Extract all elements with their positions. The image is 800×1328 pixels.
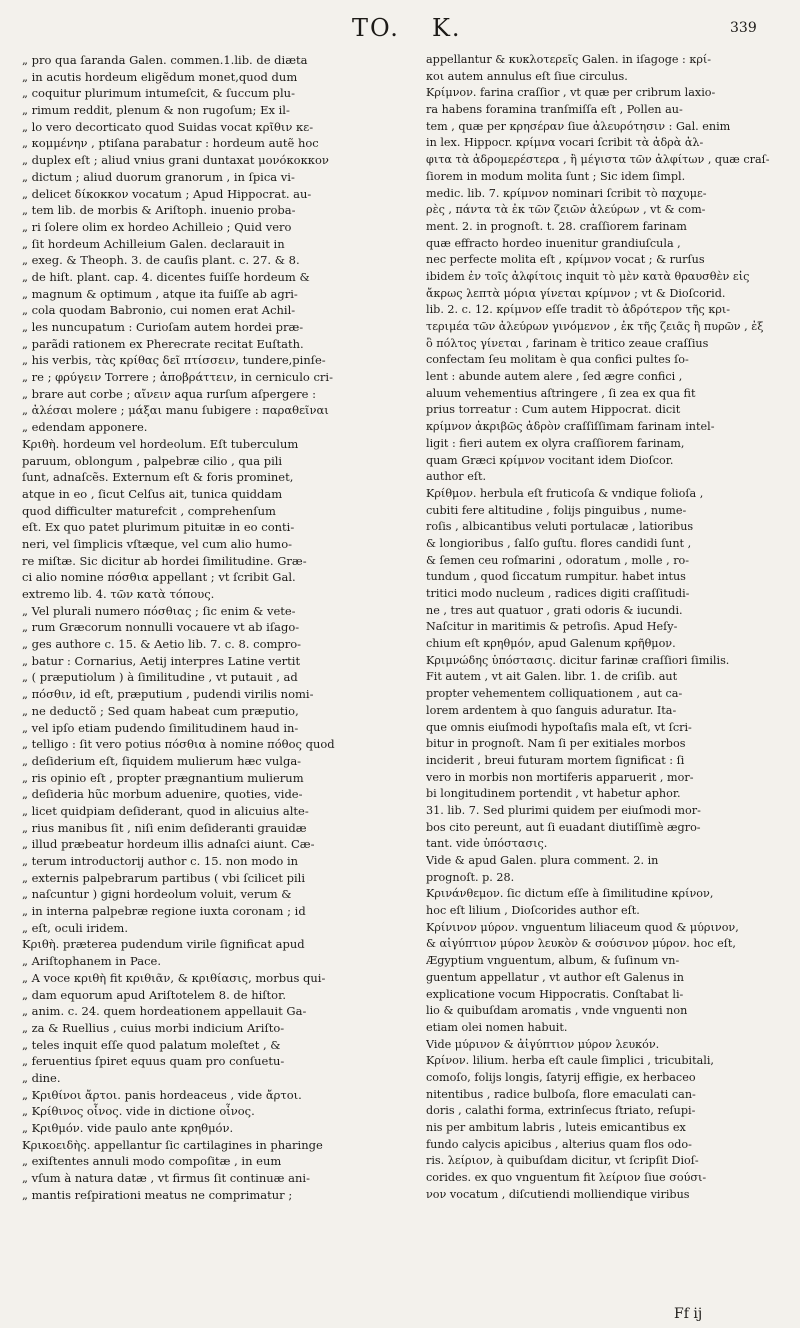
text-line: „ exiſtentes annuli modo compoſitæ , in eum <box>22 1154 282 1169</box>
text-line: ci alio nomine πόσθια appellant ; vt ſcribit Gal. <box>22 570 296 585</box>
text-line: bos cito pereunt, aut ſi euadant diutiſſimè ægro- <box>426 820 701 834</box>
text-line: inciderit , breui futuram mortem ſignificat : ſi <box>426 753 685 767</box>
text-line: quod difficulter maturefcit , comprehenſum <box>22 503 276 518</box>
text-line: tem , quæ per κρησέραν ſiue ἀλευρότησιν : Gal. enim <box>426 119 731 133</box>
text-line: appellantur & κυκλοτερεῖς Galen. in iſagoge : κρί- <box>426 53 712 66</box>
text-line: „ his verbis, τὰς κρίθας δεῖ πτίσσειν, tundere,pinſe- <box>22 353 326 368</box>
text-line: 31. lib. 7. Sed plurimi quidem per eiuſmodi mor- <box>426 803 701 817</box>
text-line: Vide & apud Galen. plura comment. 2. in <box>426 854 659 867</box>
text-line: fundo calycis apicibus , alterius quam flos odo- <box>426 1137 692 1151</box>
text-line: Κρίνον. lilium. herba eſt caule ſimplici , tricubitali, <box>426 1054 714 1068</box>
text-line: „ feruentius ſpiret equus quam pro conſuetu- <box>22 1054 285 1069</box>
text-line: ρὲς , πάντα τὰ ἐκ τῶν ζειῶν ἀλεύρων , vt & com- <box>426 203 706 217</box>
text-line: Ægyptium vnguentum, album, & ſuſinum vn- <box>426 954 680 968</box>
text-line: vero in morbis non mortiferis apparuerit , mor- <box>426 770 694 784</box>
text-line: „ coquitur plurimum intumeſcit, & ſuccum plu- <box>22 86 295 101</box>
text-line: „ dine. <box>22 1070 61 1085</box>
text-line: ris. λείριον, à quibuſdam dicitur, vt ſcripſit Dioſ- <box>426 1154 699 1168</box>
text-line: ne , tres aut quatuor , grati odoris & iucundi. <box>426 603 683 617</box>
text-line: „ ri ſolere olim ex hordeo Achilleio ; Quid vero <box>22 219 292 234</box>
text-line: „ naſcuntur ) gigni hordeolum voluit, verum & <box>22 887 292 902</box>
text-line: „ ſit hordeum Achilleium Galen. declarauit in <box>22 236 285 251</box>
text-line: ra habens foramina tranſmiſſa eſt , Pollen au- <box>426 103 683 117</box>
text-line: „ Κριθμόν. vide paulo ante κρηθμόν. <box>22 1121 234 1135</box>
text-line: Fit autem , vt ait Galen. libr. 1. de criſib. aut <box>426 670 678 684</box>
text-line: „ cola quodam Babronio, cui nomen erat Achil- <box>22 303 296 318</box>
text-line: „ rum Græcorum nonnulli vocauere vt ab iſago- <box>22 620 300 635</box>
left-column <box>22 52 410 1307</box>
text-line: τεριμέα τῶν ἀλεύρων γινόμενον , ἐκ τῆς ζειᾶς ἢ πυρῶν , ἐξ <box>426 320 764 333</box>
text-line: paruum, oblongum , palpebræ cilio , qua pili <box>22 453 283 468</box>
text-line: „ illud præbeatur hordeum illis adnaſci aiunt. Cæ- <box>22 837 315 852</box>
text-line: ibidem ἐν τοῖς ἀλφίτοις inquit τὸ μὲν κατὰ θραυσθὲν εἰς <box>426 269 750 283</box>
text-line: „ κομμένην , ptiſana parabatur : hordeum autẽ hoc <box>22 136 319 151</box>
text-line: „ in interna palpebræ regione iuxta coronam ; id <box>22 904 306 919</box>
text-line: ſunt, adnaſcẽs. Externum eſt & foris prominet, <box>22 470 294 485</box>
text-line: roſis , albicantibus veluti portulacæ , latioribus <box>426 520 694 534</box>
text-line: „ de hiſt. plant. cap. 4. dicentes fuiſſe hordeum & <box>22 269 310 284</box>
text-line: Κριθὴ. hordeum vel hordeolum. Eſt tuberculum <box>22 436 299 451</box>
text-line: κρίμνον ἀκριβῶς ἀδρὸν craſſiſſimam farinam intel- <box>426 420 715 434</box>
text-line: cubiti fere altitudine , folijs pinguibus , nume- <box>426 503 687 517</box>
text-line: „ anim. c. 24. quem hordeationem appellauit Ga- <box>22 1004 307 1019</box>
text-line: „ delicet δίκοκκον vocatum ; Apud Hippocrat. au- <box>22 186 312 201</box>
text-line: „ tem lib. de morbis & Ariſtoph. inuenio proba- <box>22 203 296 218</box>
text-line: „ deſideria hũc morbum aduenire, quoties, vide- <box>22 787 303 802</box>
text-line: „ dictum ; aliud duorum granorum , in ſpica vi- <box>22 169 295 184</box>
text-line: „ terum introductorij author c. 15. non modo in <box>22 854 299 868</box>
text-line: „ rius manibus ſit , niſi enim deſideranti grauidæ <box>22 820 307 835</box>
text-line: „ lo vero decorticato quod Suidas vocat κρῖθιν κε- <box>22 119 314 134</box>
text-line: Naſcitur in maritimis & petroſis. Apud Heſy- <box>426 620 678 634</box>
text-line: φιτα τὰ ἀδρομερέστερα , ἢ μέγιστα τῶν ἀλφίτων , quæ craſ- <box>426 153 770 167</box>
text-line: „ Ariſtophanem in Pace. <box>22 954 162 969</box>
text-line: & longioribus , ſalſo guſtu. flores candidi ſunt , <box>426 536 692 550</box>
text-line: „ telligo : ſit vero potius πόσθια à nomine πόθος quod <box>22 737 335 752</box>
text-line: „ duplex eſt ; aliud vnius grani duntaxat μονόκοκκον <box>22 153 329 168</box>
text-line: nec perfecte molita eſt , κρίμνον vocat ; & rurſus <box>426 253 705 267</box>
text-line: & αἰγύπτιον μύρον λευκὸν & σούσινον μύρον. hoc eſt, <box>426 937 736 951</box>
text-line: ment. 2. in prognoſt. t. 28. craſſiorem farinam <box>426 219 687 233</box>
header-left: TO. <box>352 14 400 42</box>
text-line: atque in eo , ſicut Celſus ait, tunica quiddam <box>22 486 283 501</box>
text-line: bi longitudinem portendit , vt habetur aphor. <box>426 787 681 801</box>
text-line: explicatione vocum Hippocratis. Conſtabat li- <box>426 987 684 1001</box>
text-line: Κρίμνον. farina craſſior , vt quæ per cribrum laxio- <box>426 86 716 100</box>
text-line: prognoſt. p. 28. <box>426 870 515 884</box>
text-line: „ Κριθίνοι ἄρτοι. panis hordeaceus , vide ἄρτοι. <box>22 1087 302 1102</box>
text-line: „ Vel plurali numero πόσθιας ; ſic enim & vete- <box>22 603 296 618</box>
text-line: hoc eſt lilium , Dioſcorides author eſt. <box>426 904 640 918</box>
text-line: ſiorem in modum molita ſunt ; Sic idem ſimpl. <box>426 169 686 183</box>
text-line: nitentibus , radice bulboſa, flore emaculati can- <box>426 1087 696 1101</box>
text-line: „ teles inquit eſſe quod palatum moleſtet , & <box>22 1037 281 1052</box>
text-line: lib. 2. c. 12. κρίμνον eſſe tradit τὸ ἀδρότερον τῆς κρι- <box>426 303 731 317</box>
text-line: „ πόσθιν, id eſt, præputium , pudendi virilis nomi- <box>22 687 314 702</box>
text-line: neri, vel ſimplicis vſtæque, vel cum alio humo- <box>22 536 292 551</box>
header-right: K. <box>432 14 462 42</box>
text-line: eſt. Ex quo patet plurimum pituitæ in eo conti- <box>22 520 295 535</box>
text-line: ὃ πόλτος γίνεται , farinam è tritico zeaue craſſius <box>426 336 709 350</box>
text-line: Κριθὴ. præterea pudendum virile ſignificat apud <box>22 937 305 952</box>
text-line: „ magnum & optimum , atque ita fuiſſe ab agri- <box>22 286 298 301</box>
text-line: chium eſt κρηθμόν, apud Galenum κρῆθμον. <box>426 637 676 651</box>
text-line: „ ( præputiolum ) à ſimilitudine , vt putauit , ad <box>22 670 298 685</box>
text-line: re miſtæ. Sic dicitur ab hordei ſimilitudine. Græ- <box>22 553 307 568</box>
text-line: „ vel ipſo etiam pudendo ſimilitudinem haud in- <box>22 720 299 735</box>
running-header <box>0 8 800 48</box>
text-line: confectam ſeu molitam è qua confici pultes ſo- <box>426 353 689 367</box>
text-line: lent : abunde autem alere , ſed ægre confici , <box>426 370 683 384</box>
text-line: Κρικοειδὴς. appellantur ſic cartilagines in pharinge <box>22 1137 323 1152</box>
text-line: „ mantis reſpirationi meatus ne comprimatur ; <box>22 1187 293 1202</box>
text-line: tant. vide ὑπόστασις. <box>426 837 548 851</box>
text-line: & ſemen ceu roſmarini , odoratum , molle , ro- <box>426 553 690 567</box>
text-line: „ exeg. & Theoph. 3. de cauſis plant. c. 27. & 8. <box>22 253 300 268</box>
text-line: „ ne deductõ ; Sed quam habeat cum præputio, <box>22 703 299 718</box>
text-line: etiam olei nomen habuit. <box>426 1020 568 1034</box>
text-line: „ rimum reddit, plenum & non rugoſum; Ex il- <box>22 103 290 118</box>
text-line: quæ effracto hordeo inuenitur grandiuſcula , <box>426 236 681 250</box>
text-line: „ brare aut corbe ; αἴνειν aqua rurſum aſpergere : <box>22 386 316 401</box>
text-line: comoſo, folijs longis, ſatyrij effigie, ex herbaceo <box>426 1070 696 1084</box>
text-line: „ in acutis hordeum eligẽdum monet,quod dum <box>22 69 298 84</box>
text-line: Vide μύρινον & ἀἰγύπτιον μύρον λευκόν. <box>426 1037 660 1051</box>
text-line: prius torreatur : Cum autem Hippocrat. dicit <box>426 403 681 417</box>
text-line: „ za & Ruellius , cuius morbi indicium Ariſto- <box>22 1020 285 1035</box>
text-line: „ eſt, oculi iridem. <box>22 920 128 935</box>
text-line: tritici modo nucleum , radices digiti craſſitudi- <box>426 587 690 600</box>
text-line: Κρίθμον. herbula eſt fruticoſa & vndique folioſa , <box>426 486 704 500</box>
text-line: „ pro qua ſaranda Galen. commen.1.lib. de diæta <box>22 53 308 67</box>
text-line: „ licet quidpiam deſiderant, quod in alicuius alte- <box>22 803 309 818</box>
text-line: author eſt. <box>426 470 487 484</box>
text-line: „ dam equorum apud Ariſtotelem 8. de hiſtor. <box>22 987 286 1002</box>
page-number: 339 <box>730 20 757 36</box>
text-line: „ batur : Cornarius, Aetij interpres Latine vertit <box>22 653 301 668</box>
text-line: „ deſiderium eſt, ſiquidem mulierum hæc vulga- <box>22 753 302 768</box>
text-line: „ A voce κριθὴ fit κριθιᾶν, & κριθίασις, morbus qui- <box>22 970 326 985</box>
text-line: aluum vehementius aſtringere , ſi zea ex qua fit <box>426 386 696 400</box>
text-line: Κριμνώδης ὑπόστασις. dicitur farinæ craſſiori ſimilis. <box>426 653 730 667</box>
text-line: corides. ex quo vnguentum fit λείριον ſiue σούσι- <box>426 1171 707 1185</box>
text-line: „ les nuncupatum : Curioſam autem hordei præ- <box>22 320 304 334</box>
text-line: „ edendam apponere. <box>22 420 148 435</box>
text-line: bitur in prognoſt. Nam ſi per exitiales morbos <box>426 737 686 751</box>
text-line: tundum , quod ſiccatum rumpitur. habet intus <box>426 570 686 584</box>
text-line: que omnis eiuſmodi hypoſtaſis mala eſt, vt ſcri- <box>426 720 692 734</box>
text-line: lorem ardentem à quo ſanguis aduratur. Ita- <box>426 703 677 717</box>
text-line: „ ges authore c. 15. & Aetio lib. 7. c. 8. compro- <box>22 637 302 652</box>
text-line: „ vſum à natura datæ , vt firmus ſit continuæ ani- <box>22 1171 310 1186</box>
text-line: extremo lib. 4. τῶν κατὰ τόπους. <box>22 587 215 601</box>
text-line: nis per ambitum labris , luteis emicantibus ex <box>426 1121 686 1134</box>
text-line: propter vehementem colliquationem , aut ca- <box>426 687 683 701</box>
text-line: doris , calathi forma, extrinſecus ſtriato, reſupi- <box>426 1104 696 1118</box>
text-line: Κρινάνθεμον. ſic dictum eſſe à ſimilitudine κρίνον, <box>426 887 714 901</box>
page-footer <box>0 1306 800 1326</box>
text-line: lio & quibuſdam aromatis , vnde vnguenti non <box>426 1004 688 1018</box>
text-line: medic. lib. 7. κρίμνον nominari ſcribit τὸ παχυμε- <box>426 186 707 200</box>
text-line: Κρίνινον μύρον. vnguentum liliaceum quod & μύρινον, <box>426 920 739 934</box>
text-line: „ re ; φρύγειν Torrere ; ἀποβράττειν, in cerniculo cri- <box>22 370 333 385</box>
signature-mark: Ff ij <box>674 1306 703 1322</box>
text-line: „ parãdi rationem ex Pherecrate recitat Euſtath. <box>22 336 304 351</box>
text-line: κοι autem annulus eſt ſiue circulus. <box>426 69 628 83</box>
text-line: quam Græci κρίμνον vocitant idem Dioſcor. <box>426 453 674 467</box>
right-column <box>426 52 786 1307</box>
text-line: „ ἀλέσαι molere ; μάξαι manu ſubigere : παραθεῖναι <box>22 403 329 418</box>
text-line: ἄκρως λεπτὰ μόρια γίνεται κρίμνον ; vt & Dioſcorid. <box>426 286 726 300</box>
text-line: νον vocatum , diſcutiendi molliendique viribus <box>426 1187 690 1201</box>
text-line: ligit : fieri autem ex olyra craſſiorem farinam, <box>426 436 685 450</box>
text-line: „ externis palpebrarum partibus ( vbi ſcilicet pili <box>22 870 306 885</box>
text-line: „ Κρίθινος οἶνος. vide in dictione οἶνος. <box>22 1104 255 1119</box>
text-line: „ ris opinio eſt , propter prægnantium mulierum <box>22 770 304 785</box>
text-line: guentum appellatur , vt author eſt Galenus in <box>426 970 684 984</box>
text-line: in lex. Hippocr. κρίμνα vocari ſcribit τὰ ἀδρὰ ἀλ- <box>426 136 704 150</box>
